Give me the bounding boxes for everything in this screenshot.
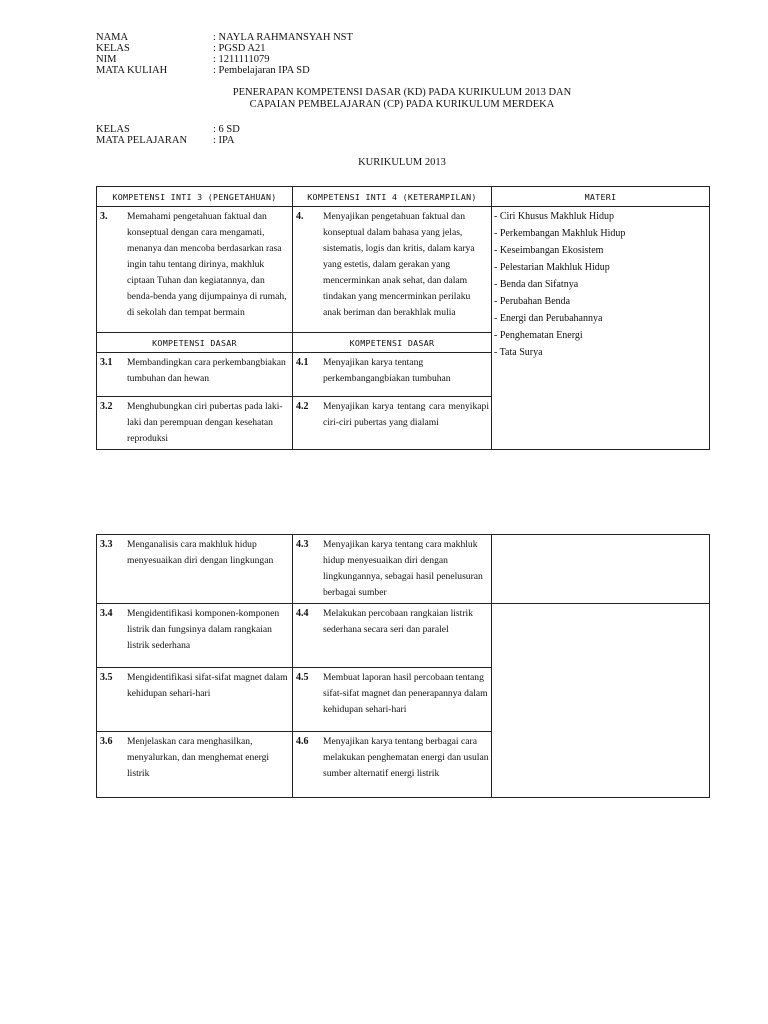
list-item: - Pelestarian Makhluk Hidup — [494, 262, 610, 273]
kd3-cell — [97, 397, 293, 450]
kd3-cell — [97, 668, 293, 732]
ki3-cell — [97, 207, 293, 333]
info-row — [96, 65, 353, 76]
list-item: - Energi dan Perubahannya — [494, 313, 603, 324]
info-row — [96, 54, 353, 65]
kd4-text: Membuat laporan hasil percobaan tentang sifat-sifat magnet dan penerapannya dalam kehidupan sehari-hari — [323, 672, 488, 715]
table-row — [97, 604, 710, 668]
ki3-text: Memahami pengetahuan faktual dan konseptual dengan cara mengamati, menanya dan mencoba berdasarkan rasa ingin tahu tentang dirinya, makhluk ciptaan Tuhan dan kegiatannya, dan benda-benda yang dijumpainya di rumah, di sekolah dan tempat bermain — [127, 211, 287, 318]
info-row — [96, 135, 240, 146]
list-item: - Benda dan Sifatnya — [494, 279, 579, 290]
kd3-number: 3.3 — [100, 539, 113, 550]
header-materi: MATERI — [492, 187, 710, 207]
kd-table-2 — [96, 534, 710, 798]
kd4-number: 4.5 — [296, 672, 309, 683]
table-row — [97, 535, 710, 604]
materi-list — [492, 207, 709, 361]
table-header-row — [97, 187, 710, 207]
info-row — [96, 43, 353, 54]
info-value: : IPA — [213, 135, 235, 146]
info-key: MATA PELAJARAN — [96, 135, 188, 146]
kd4-text: Menyajikan karya tentang cara menyikapi ciri-ciri pubertas yang dialami — [323, 401, 489, 428]
kd4-number: 4.1 — [296, 357, 309, 368]
header-kd-right: KOMPETENSI DASAR — [293, 333, 492, 353]
kd3-cell — [97, 353, 293, 397]
kd4-text: Menyajikan karya tentang berbagai cara melakukan penghematan energi dan usulan sumber alternatif energi listrik — [323, 736, 489, 779]
kd4-number: 4.4 — [296, 608, 309, 619]
ki4-text: Menyajikan pengetahuan faktual dan konseptual dalam bahasa yang jelas, sistematis, logis dan kritis, dalam karya yang estetis, dalam gerakan yang mencerminkan anak sehat, dan dalam tindakan yang mencerminkan perilaku anak beriman dan berakhlak mulia — [323, 211, 475, 318]
header-kd-left: KOMPETENSI DASAR — [97, 333, 293, 353]
materi-cell-empty — [492, 604, 710, 798]
list-item: - Penghematan Energi — [494, 330, 583, 341]
kd4-text: Melakukan percobaan rangkaian listrik sederhana secara seri dan paralel — [323, 608, 473, 635]
ki4-cell — [293, 207, 492, 333]
document-title — [96, 87, 708, 111]
list-item: - Ciri Khusus Makhluk Hidup — [494, 211, 614, 222]
info-row — [96, 124, 240, 135]
kd4-cell — [293, 668, 492, 732]
kd3-text: Membandingkan cara perkembangbiakan tumbuhan dan hewan — [127, 357, 286, 384]
kd3-text: Mengidentifikasi sifat-sifat magnet dalam kehidupan sehari-hari — [127, 672, 288, 699]
info-key: MATA KULIAH — [96, 65, 168, 76]
info-value: : Pembelajaran IPA SD — [213, 65, 310, 76]
info-key: KELAS — [96, 124, 130, 135]
kd3-text: Mengidentifikasi komponen-komponen listrik dan fungsinya dalam rangkaian listrik sederhana — [127, 608, 280, 651]
info-key: NIM — [96, 54, 117, 65]
info-value: : NAYLA RAHMANSYAH NST — [213, 32, 353, 43]
kd3-number: 3.2 — [100, 401, 113, 412]
title-line-1: PENERAPAN KOMPETENSI DASAR (KD) PADA KURIKULUM 2013 DAN — [232, 87, 572, 98]
ki4-number: 4. — [296, 211, 304, 222]
table-row — [97, 207, 710, 333]
kd3-number: 3.6 — [100, 736, 113, 747]
list-item: - Tata Surya — [494, 347, 543, 358]
kd4-cell — [293, 353, 492, 397]
kd3-text: Menganalisis cara makhluk hidup menyesuaikan diri dengan lingkungan — [127, 539, 274, 566]
header-ki3: KOMPETENSI INTI 3 (PENGETAHUAN) — [97, 187, 293, 207]
kd4-number: 4.2 — [296, 401, 309, 412]
kd3-text: Menghubungkan ciri pubertas pada laki-laki dan perempuan dengan kesehatan reproduksi — [127, 401, 283, 444]
info-value: : PGSD A21 — [213, 43, 266, 54]
kd3-cell — [97, 604, 293, 668]
kd4-number: 4.3 — [296, 539, 309, 550]
info-value: : 6 SD — [213, 124, 240, 135]
header-ki4: KOMPETENSI INTI 4 (KETERAMPILAN) — [293, 187, 492, 207]
section-title: KURIKULUM 2013 — [358, 157, 446, 168]
kd4-text: Menyajikan karya tentang cara makhluk hidup menyesuaikan diri dengan lingkungannya, sebagai hasil penelusuran berbagai sumber — [323, 539, 483, 598]
class-info — [96, 124, 240, 146]
kd3-cell — [97, 732, 293, 798]
kd4-cell — [293, 732, 492, 798]
kd3-text: Menjelaskan cara menghasilkan, menyalurkan, dan menghemat energi listrik — [127, 736, 270, 779]
info-key: NAMA — [96, 32, 129, 43]
kd3-cell — [97, 535, 293, 604]
list-item: - Perubahan Benda — [494, 296, 571, 307]
title-line-2: CAPAIAN PEMBELAJARAN (CP) PADA KURIKULUM MERDEKA — [249, 99, 555, 110]
kd4-text: Menyajikan karya tentang perkembangangbiakan tumbuhan — [323, 357, 451, 384]
kd3-number: 3.4 — [100, 608, 113, 619]
kd4-cell — [293, 604, 492, 668]
ki3-number: 3. — [100, 211, 108, 222]
kd4-cell — [293, 535, 492, 604]
kd4-cell — [293, 397, 492, 450]
kd-table-1 — [96, 186, 710, 450]
list-item: - Perkembangan Makhluk Hidup — [494, 228, 626, 239]
list-item: - Keseimbangan Ekosistem — [494, 245, 604, 256]
kd3-number: 3.5 — [100, 672, 113, 683]
materi-cell-empty — [492, 535, 710, 604]
info-row — [96, 32, 353, 43]
info-key: KELAS — [96, 43, 130, 54]
materi-cell — [492, 207, 710, 450]
kd4-number: 4.6 — [296, 736, 309, 747]
info-value: : 1211111079 — [213, 54, 270, 65]
kd3-number: 3.1 — [100, 357, 113, 368]
student-info — [96, 32, 353, 76]
